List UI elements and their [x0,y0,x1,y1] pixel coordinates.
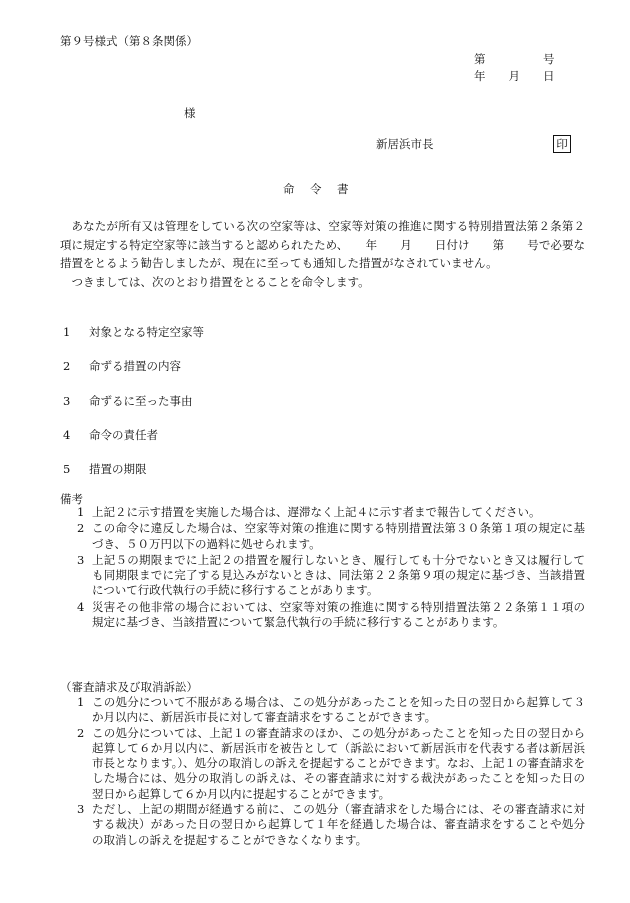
order-paragraph-2: つきましては、次のとおり措置をとることを命令します。 [71,274,370,289]
note-text: 上記５の期限までに上記２の措置を履行しないとき、履行しても十分でないとき又は履行しても同期限までに完了する見込みがないときは、同法第２２条第９項の規定に基づき、当該措置について行政代執行の手続に移行することがあります。 [92,552,585,598]
item-number: 3 [63,394,71,408]
note-number: 4 [77,599,85,614]
addressee-honorific: 様 [184,106,196,120]
appeal-text: この処分について不服がある場合は、この処分があったことを知った日の翌日から起算して３か月以内に、新居浜市長に対して審査請求をすることができます。 [92,695,585,725]
note-item [60,553,585,599]
appeal-number: 2 [77,725,85,740]
note-number: 3 [77,552,85,567]
item-label: 命ずるに至った事由 [89,394,193,408]
appeal-item [60,695,585,726]
appeal-heading: （審査請求及び取消訴訟） [60,680,198,694]
seal-box: 印 [553,135,571,153]
item-label: 命ずる措置の内容 [89,359,181,373]
note-item [60,505,585,520]
item-number: 4 [63,428,71,442]
item-number: 5 [63,462,71,476]
item-label: 命令の責任者 [89,428,158,442]
appeal-item [60,726,585,802]
appeal-item [60,802,585,848]
note-text: 上記２に示す措置を実施した場合は、遅滞なく上記４に示す者まで報告してください。 [92,505,541,519]
note-item [60,521,585,552]
note-item [60,600,585,631]
note-number: 2 [77,521,85,536]
form-number-label: 第９号様式（第８条関係） [60,34,198,48]
order-item [63,394,193,409]
order-item [63,359,181,374]
document-title: 命 令 書 [283,182,351,196]
appeal-text: ただし、上記の期間が経過する前に、この処分（審査請求をした場合には、その審査請求に対する裁決）があった日の翌日から起算して１年を経過した場合は、審査請求をすることや処分の取消しの訴えを提起することができなくなります。 [92,802,585,847]
item-number: 1 [63,325,71,339]
order-item [63,325,204,340]
appeal-list [60,695,585,848]
note-number: 1 [77,505,85,519]
notes-heading: 備考 [60,492,83,506]
order-item [63,462,147,477]
appeal-text: この処分については、上記１の審査請求のほか、この処分があったことを知った日の翌日から起算して６か月以内に、新居浜市を被告として（訴訟において新居浜市を代表する者は新居浜市長となります。）、処分の取消しの訴えを提起することができます。なお、上記１の審査請求をした場合には、処分の取消しの訴えは、その審査請求に対する裁決があったことを知った日の翌日から起算して６か月以内に提起することができます。 [92,725,585,801]
item-number: 2 [63,359,71,373]
document-date-line: 年 月 日 [474,69,555,83]
order-body [60,217,585,291]
note-text: 災害その他非常の場合においては、空家等対策の推進に関する特別措置法第２２条第１１項の規定に基づき、当該措置について緊急代執行の手続に移行することがあります。 [92,599,585,630]
appeal-number: 1 [77,695,85,709]
order-item [63,428,158,443]
note-text: この命令に違反した場合は、空家等対策の推進に関する特別措置法第３０条第１項の規定に基づき、５０万円以下の過料に処せられます。 [92,521,585,551]
item-label: 措置の期限 [89,462,147,476]
item-label: 対象となる特定空家等 [89,325,204,339]
issuer-name: 新居浜市長 [376,137,434,151]
order-paragraph-1: あなたが所有又は管理をしている次の空家等は、空家等対策の推進に関する特別措置法第２条第２項に規定する特定空家等に該当すると認められたため、 年 月 日付け 第 号で必要な措置をとるよう勧告しましたが、現在に至っても通知した措置がなされていません。 [60,219,585,270]
appeal-number: 3 [77,802,85,817]
document-number-line: 第 号 [474,52,555,66]
notes-list [60,505,585,630]
